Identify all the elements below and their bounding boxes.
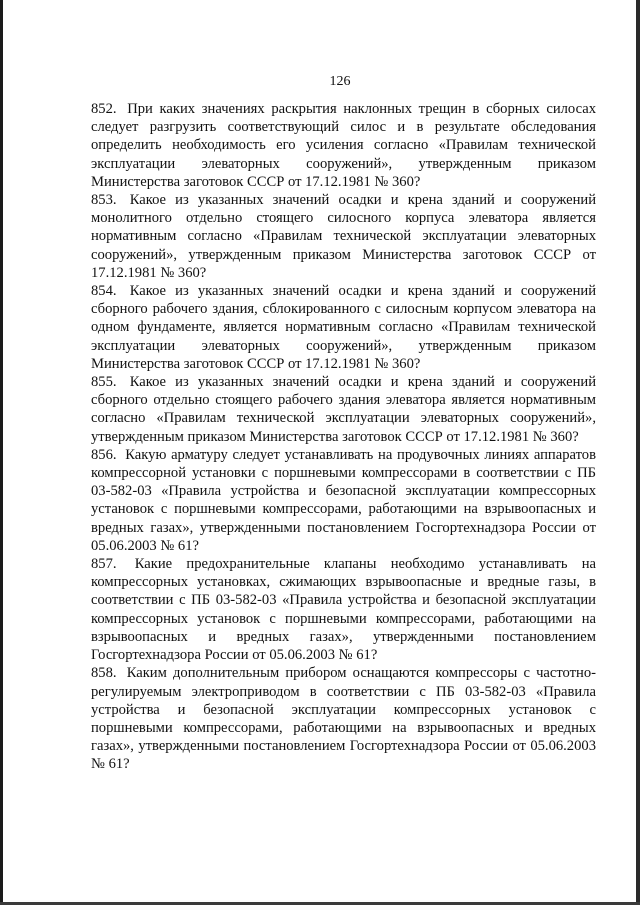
question-item [91,100,596,191]
question-item [91,373,596,446]
question-item [91,664,596,773]
question-item [91,446,596,555]
question-text: Какое из указанных значений осадки и крена зданий и сооружений сборного отдельно стоящего рабочего здания элеватора является нормативным согласно «Правилам технической эксплуатации элеваторных сооружений», утвержденным приказом Министерства заготовок СССР от 17.12.1981 № 360? [91,374,597,445]
question-item [91,555,596,664]
question-item [91,191,596,282]
question-number: 858. [91,665,117,682]
question-number: 855. [91,374,117,391]
question-item [91,282,596,373]
question-list [91,100,596,774]
scan-edge-right [636,0,640,905]
question-text: Какое из указанных значений осадки и крена зданий и сооружений монолитного отдельно стоящего силосного корпуса элеватора является нормативным согласно «Правилам технической эксплуатации элеваторных сооружений», утвержденным приказом Министерства заготовок СССР от 17.12.1981 № 360? [91,192,597,281]
question-number: 854. [91,283,117,300]
question-number: 852. [91,101,117,117]
question-text: Какие предохранительные клапаны необходимо устанавливать на компрессорных установках, сжимающих взрывоопасные и вредные газы, в соответствии с ПБ 03-582-03 «Правила устройства и безопасной эксплуатации компрессорных установок с поршневыми компрессорами, работающими на взрывоопасных и вредных газах», утвержденными постановлением Госгортехнадзора России от 05.06.2003 № 61? [91,556,596,664]
question-number: 857. [91,556,117,573]
question-number: 853. [91,192,117,209]
question-text: Какое из указанных значений осадки и крена зданий и сооружений сборного рабочего здания, сблокированного с силосным корпусом элеватора на одном фундаменте, является нормативным согласно «Правилам технической эксплуатации элеваторных сооружений», утвержденным приказом Министерства заготовок СССР от 17.12.1981 № 360? [91,283,597,372]
page-number: 126 [329,74,351,89]
question-text: Каким дополнительным прибором оснащаются компрессоры с частотно-регулируемым электроприводом в соответствии с ПБ 03-582-03 «Правила устройства и безопасной эксплуатации компрессорных установок с поршневыми компрессорами, работающими на взрывоопасных и вредных газах», утвержденными постановлением Госгортехнадзора России от 05.06.2003 № 61? [91,665,596,773]
scan-edge-left [0,0,3,905]
question-text: При каких значениях раскрытия наклонных трещин в сборных силосах следует разгрузить соответствующий силос и в результате обследования определить необходимость его усиления согласно «Правилам технической эксплуатации элеваторных сооружений», утвержденным приказом Министерства заготовок СССР от 17.12.1981 № 360? [91,101,596,190]
question-text: Какую арматуру следует устанавливать на продувочных линиях аппаратов компрессорной установки с поршневыми компрессорами в соответствии с ПБ 03-582-03 «Правила устройства и безопасной эксплуатации компрессорных установок с поршневыми компрессорами, работающими на взрывоопасных и вредных газах», утвержденными постановлением Госгортехнадзора России от 05.06.2003 № 61? [91,446,596,554]
question-number: 856. [91,446,117,463]
